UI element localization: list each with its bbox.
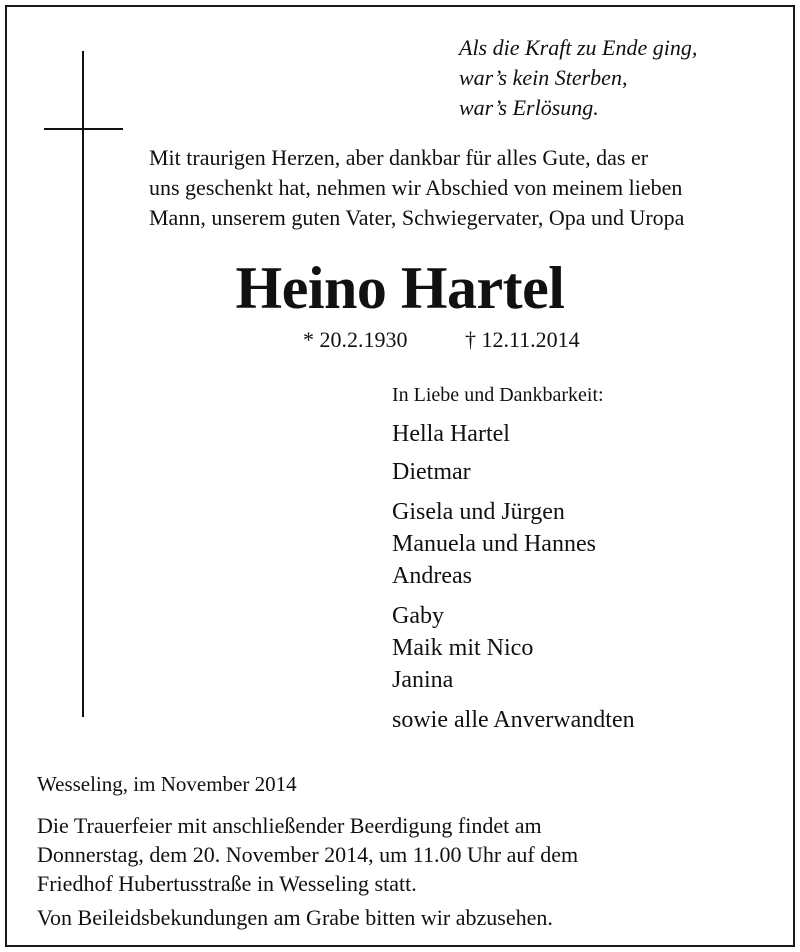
cross-vertical-bar xyxy=(82,51,84,717)
intro-line: Mit traurigen Herzen, aber dankbar für alles Gute, das er xyxy=(149,145,649,170)
family-member: Gisela und Jürgen xyxy=(392,499,565,525)
quote-line: war’s kein Sterben, xyxy=(459,65,628,90)
family-group xyxy=(392,704,635,736)
family-member: Janina xyxy=(392,667,454,693)
ceremony-line: Friedhof Hubertusstraße in Wesseling statt. xyxy=(37,871,417,896)
death-date: † 12.11.2014 xyxy=(465,327,580,352)
place-date: Wesseling, im November 2014 xyxy=(37,772,297,796)
intro-line: Mann, unserem guten Vater, Schwiegervater, Opa und Uropa xyxy=(149,205,685,230)
family-list xyxy=(392,380,635,736)
deceased-name: Heino Hartel xyxy=(235,255,565,321)
closing-note: Von Beileidsbekundungen am Grabe bitten wir abzusehen. xyxy=(37,905,553,930)
family-group xyxy=(392,456,635,488)
ceremony-line: Die Trauerfeier mit anschließender Beerdigung findet am xyxy=(37,813,542,838)
family-member: Gaby xyxy=(392,603,444,629)
family-lead: In Liebe und Dankbarkeit: xyxy=(392,384,604,406)
family-group xyxy=(392,496,635,592)
quote-line: Als die Kraft zu Ende ging, xyxy=(459,35,698,60)
obituary-notice xyxy=(5,5,795,947)
family-member: sowie alle Anverwandten xyxy=(392,707,635,733)
quote xyxy=(459,33,697,123)
birth-date: * 20.2.1930 xyxy=(303,327,408,352)
intro-text xyxy=(149,143,684,233)
family-member: Andreas xyxy=(392,563,472,589)
ceremony-info xyxy=(37,811,578,898)
quote-line: war’s Erlösung. xyxy=(459,95,599,120)
intro-line: uns geschenkt hat, nehmen wir Abschied von meinem lieben xyxy=(149,175,683,200)
family-group xyxy=(392,600,635,696)
family-member: Manuela und Hannes xyxy=(392,531,596,557)
family-member: Dietmar xyxy=(392,459,471,485)
family-member: Maik mit Nico xyxy=(392,635,534,661)
family-member: Hella Hartel xyxy=(392,421,510,447)
family-group xyxy=(392,418,635,450)
ceremony-line: Donnerstag, dem 20. November 2014, um 11.00 Uhr auf dem xyxy=(37,842,579,867)
cross-horizontal-bar xyxy=(44,128,123,130)
